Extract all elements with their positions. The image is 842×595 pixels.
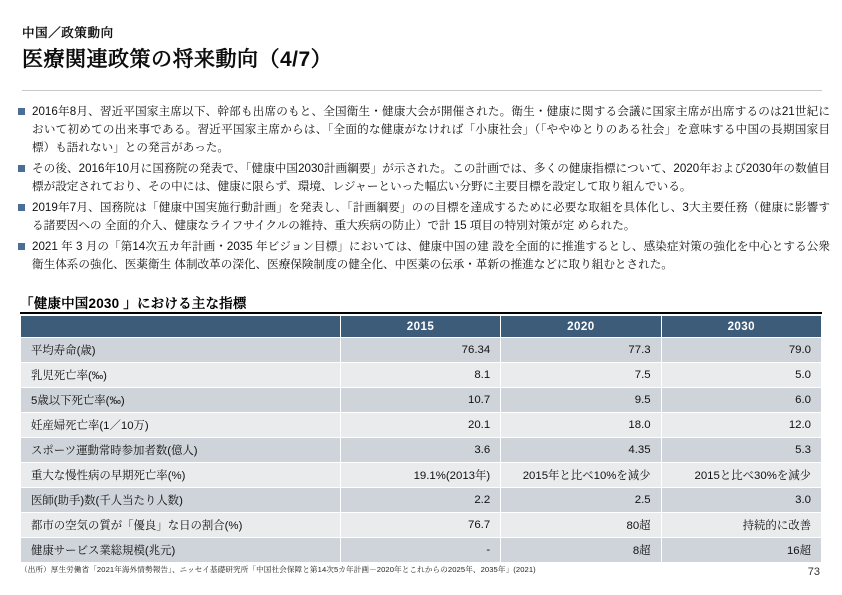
cell-2030: 5.0 xyxy=(662,363,821,387)
page-number: 73 xyxy=(807,566,820,578)
table-section-heading: 「健康中国2030 」における主な指標 xyxy=(20,296,247,311)
row-label: 妊産婦死亡率(1／10万) xyxy=(21,413,340,437)
cell-2015: - xyxy=(341,538,500,562)
square-bullet-icon xyxy=(18,165,25,172)
cell-2015: 19.1%(2013年) xyxy=(341,463,500,487)
cell-2015: 76.7 xyxy=(341,513,500,537)
cell-2015: 10.7 xyxy=(341,388,500,412)
page-title: 医療関連政策の将来動向（4/7） xyxy=(22,48,333,71)
row-label: スポーツ運動常時参加者数(億人) xyxy=(21,438,340,462)
cell-2015: 2.2 xyxy=(341,488,500,512)
bullet-list xyxy=(18,103,830,277)
cell-2020: 8超 xyxy=(501,538,660,562)
list-item xyxy=(18,103,830,157)
cell-2015: 3.6 xyxy=(341,438,500,462)
bullet-text: その後、2016年10月に国務院の発表で、「健康中国2030計画綱要」が示された。この計画では、多くの健康指標について、2020年および2030年の数値目標が設定されており、その中には、健康に限らず、環境、レジャーといった幅広い分野に主要目標を設定して取り組んでいる。 xyxy=(32,161,830,193)
row-label: 平均寿命(歳) xyxy=(21,338,340,362)
cell-2020: 2015年と比べ10%を減少 xyxy=(501,463,660,487)
row-label: 都市の空気の質が「優良」な日の割合(%) xyxy=(21,513,340,537)
table-body xyxy=(21,338,821,562)
table-row xyxy=(21,438,821,462)
square-bullet-icon xyxy=(18,243,25,250)
cell-2030: 3.0 xyxy=(662,488,821,512)
cell-2030: 79.0 xyxy=(662,338,821,362)
cell-2020: 4.35 xyxy=(501,438,660,462)
table-row xyxy=(21,513,821,537)
column-header-2030: 2030 xyxy=(662,316,821,337)
table-row xyxy=(21,363,821,387)
cell-2030: 12.0 xyxy=(662,413,821,437)
row-label: 5歳以下死亡率(‰) xyxy=(21,388,340,412)
bullet-text: 2021 年 3 月の「第14次五カ年計画・2035 年ビジョン目標」においては、健康中国の建 設を全面的に推進するとし、感染症対策の強化を中心とする公衆衛生体系の強化、医薬衛生 体制改革の深化、医療保険制度の健全化、中医薬の伝承・革新の推進などに取り組むとされた。 xyxy=(32,239,830,271)
table-row xyxy=(21,388,821,412)
cell-2015: 20.1 xyxy=(341,413,500,437)
list-item xyxy=(18,160,830,196)
column-header-2015: 2015 xyxy=(341,316,500,337)
cell-2015: 76.34 xyxy=(341,338,500,362)
table-header-row xyxy=(21,316,821,337)
source-note: （出所）厚生労働省「2021年海外情勢報告」、ニッセイ基礎研究所「中国社会保障と第14次5カ年計画－2020年とこれからの2025年、2035年」(2021) xyxy=(20,565,536,574)
square-bullet-icon xyxy=(18,108,25,115)
list-item xyxy=(18,199,830,235)
column-header-indicator xyxy=(21,316,340,337)
cell-2015: 8.1 xyxy=(341,363,500,387)
eyebrow-label: 中国／政策動向 xyxy=(22,26,114,40)
row-label: 健康サービス業総規模(兆元) xyxy=(21,538,340,562)
row-label: 医師(助手)数(千人当たり人数) xyxy=(21,488,340,512)
cell-2020: 2.5 xyxy=(501,488,660,512)
list-item xyxy=(18,238,830,274)
cell-2030: 16超 xyxy=(662,538,821,562)
table-section-divider xyxy=(20,312,822,314)
row-label: 重大な慢性病の早期死亡率(%) xyxy=(21,463,340,487)
table-row xyxy=(21,463,821,487)
cell-2030: 持続的に改善 xyxy=(662,513,821,537)
cell-2020: 9.5 xyxy=(501,388,660,412)
cell-2020: 18.0 xyxy=(501,413,660,437)
header-divider xyxy=(22,90,822,91)
table-row xyxy=(21,413,821,437)
table-row xyxy=(21,338,821,362)
bullet-text: 2019年7月、国務院は「健康中国実施行動計画」を発表し、「計画綱要」のの目標を達成するために必要な取組を具体化し、3大主要任務（健康に影響する諸要因への 全面的介入、健康なライフサイクルの維持、重大疾病の防止）で計 15 項目の特別対策が定 められた。 xyxy=(32,200,830,232)
bullet-text: 2016年8月、習近平国家主席以下、幹部も出席のもと、全国衛生・健康大会が開催された。衛生・健康に関する会議に国家主席が出席するのは21世紀において初めての出来事である。習近平国家主席からは、「全面的な健康がなければ「小康社会」（「ややゆとりのある社会」を意味する中国の長期国家目標）も語れない」との発言があった。 xyxy=(32,105,830,154)
table-row xyxy=(21,488,821,512)
column-header-2020: 2020 xyxy=(501,316,660,337)
indicators-table xyxy=(20,315,822,563)
cell-2020: 7.5 xyxy=(501,363,660,387)
square-bullet-icon xyxy=(18,204,25,211)
cell-2030: 6.0 xyxy=(662,388,821,412)
cell-2030: 5.3 xyxy=(662,438,821,462)
cell-2020: 77.3 xyxy=(501,338,660,362)
row-label: 乳児死亡率(‰) xyxy=(21,363,340,387)
table-header xyxy=(21,316,821,337)
table-row xyxy=(21,538,821,562)
cell-2030: 2015と比べ30%を減少 xyxy=(662,463,821,487)
cell-2020: 80超 xyxy=(501,513,660,537)
slide-header xyxy=(22,26,822,73)
